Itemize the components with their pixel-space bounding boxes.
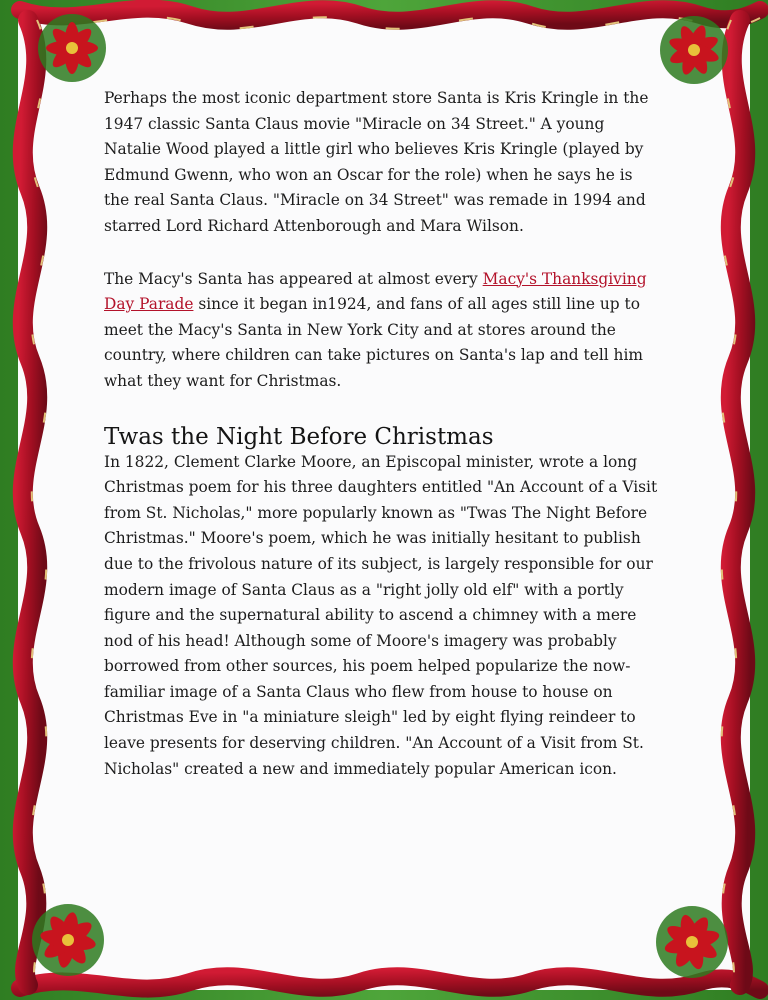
poinsettia-icon	[32, 904, 104, 976]
macys-parade-link[interactable]: Macy's Thanksgiving Day Parade	[104, 269, 647, 314]
paragraph-macys-santa	[104, 267, 660, 395]
poinsettia-icon	[660, 16, 728, 84]
paragraph-kris-kringle: Perhaps the most iconic department store Santa is Kris Kringle in the 1947 classic Santa Claus movie "Miracle on 34 Street." A young Natalie Wood played a little girl who believes Kris Kringle (played by Edmund Gwenn, who won an Oscar for the role) when he says he is the real Santa Claus. "Miracle on 34 Street" was remade in 1994 and starred Lord Richard Attenborough and Mara Wilson.	[104, 89, 649, 235]
section-heading: Twas the Night Before Christmas	[104, 423, 494, 450]
poinsettia-icon	[38, 14, 106, 82]
paragraph-macys-text-start: The Macy's Santa has appeared at almost every	[104, 269, 483, 288]
paragraph-macys-text-end: since it began in1924, and fans of all ages still line up to meet the Macy's Santa in New York City and at stores around the country, where children can take pictures on Santa's lap and tell him what they want for Christmas.	[104, 295, 643, 390]
paragraph-clement-moore: In 1822, Clement Clarke Moore, an Episcopal minister, wrote a long Christmas poem for his three daughters entitled "An Account of a Visit from St. Nicholas," more popularly known as "Twas The Night Before Christmas." Moore's poem, which he was initially hesitant to publish due to the frivolous nature of its subject, is largely responsible for our modern image of Santa Claus as a "right jolly old elf" with a portly figure and the supernatural ability to ascend a chimney with a mere nod of his head! Although some of Moore's imagery was probably borrowed from other sources, his poem helped popularize the now-familiar image of a Santa Claus who flew from house to house on Christmas Eve in "a miniature sleigh" led by eight flying reindeer to leave presents for deserving children. "An Account of a Visit from St. Nicholas" created a new and immediately popular American icon.	[104, 452, 658, 778]
article-content	[104, 86, 660, 809]
poinsettia-icon	[656, 906, 728, 978]
